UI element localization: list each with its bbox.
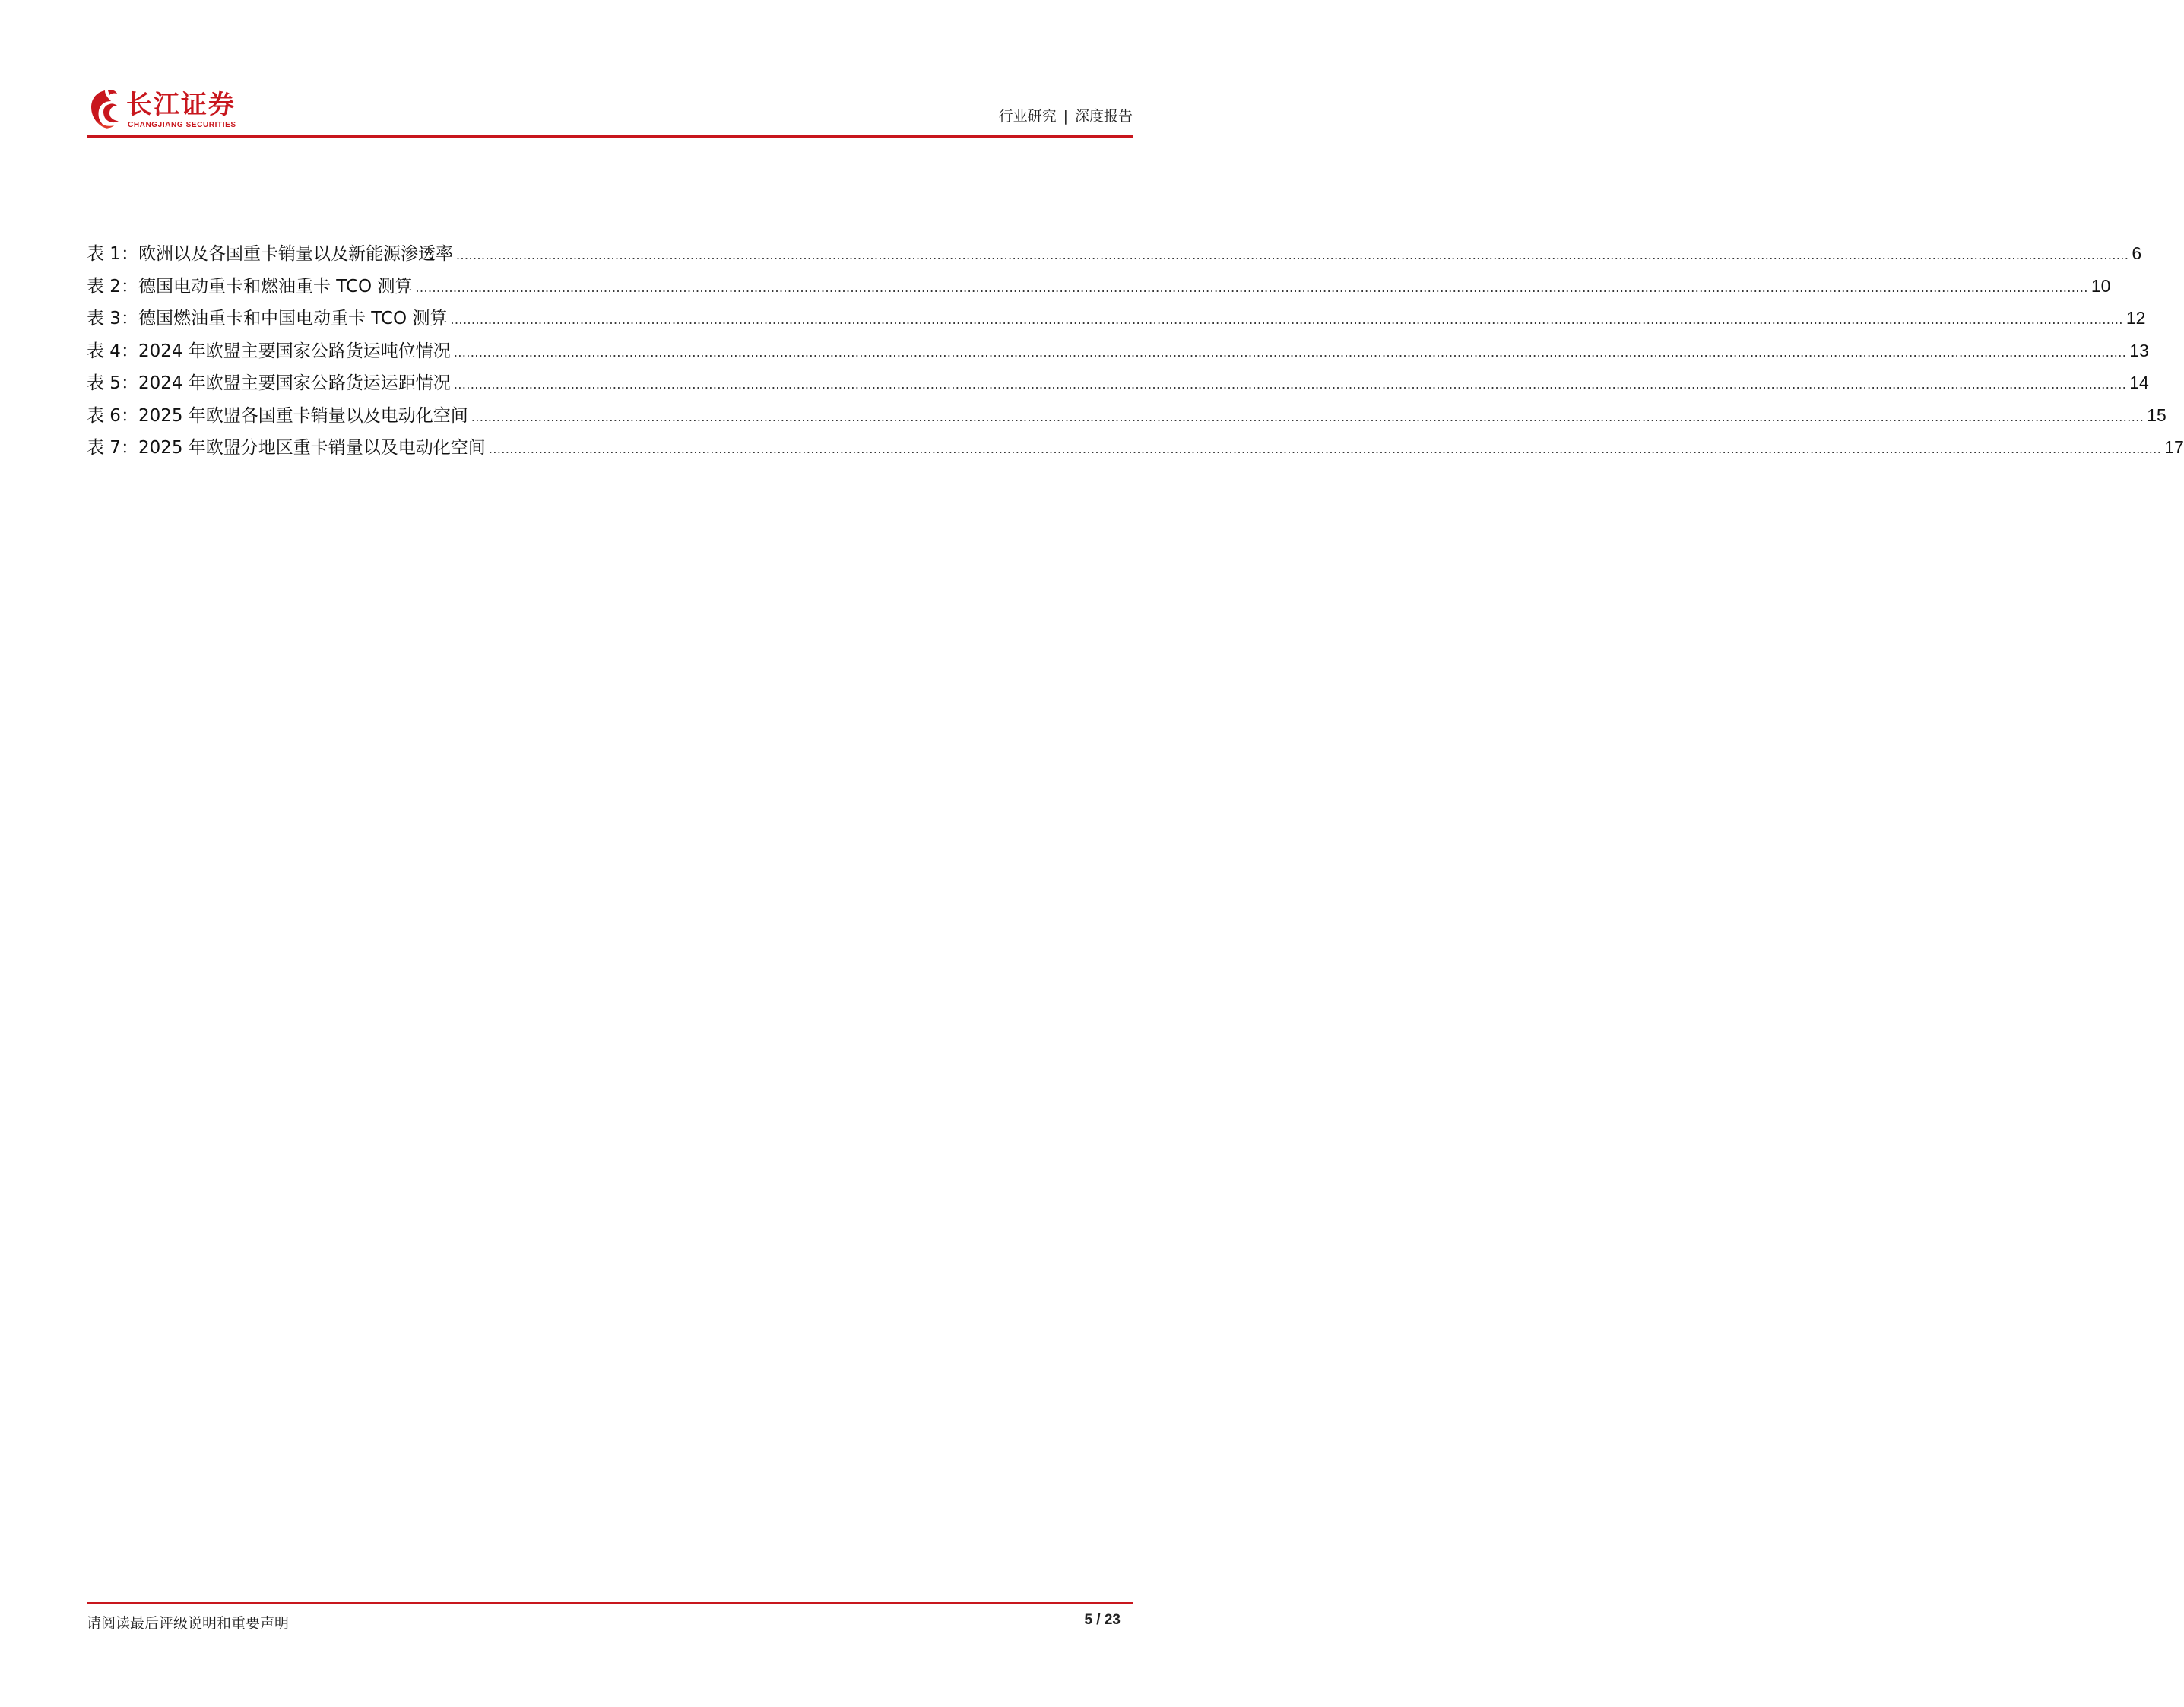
toc-item-title: 2025 年欧盟各国重卡销量以及电动化空间 [138,405,468,426]
toc-item-label: 表 3： [87,309,138,328]
toc-item-label: 表 2： [87,276,138,297]
toc-item-title: 2024 年欧盟主要国家公路货运吨位情况 [138,341,451,361]
toc-item-label: 表 4： [87,341,138,361]
header-divider [87,135,1133,138]
toc-item-title: 欧洲以及各国重卡销量以及新能源渗透率 [138,244,453,264]
toc-item-page: 10 [2090,275,2111,296]
page-number: 5 / 23 [1084,1612,1121,1628]
toc-item-page: 15 [2147,405,2167,425]
report-type-label: 深度报告 [1074,108,1133,125]
toc-item[interactable] [87,306,2146,339]
brand-logo [87,87,262,136]
toc-item-title: 2025 年欧盟分地区重卡销量以及电动化空间 [138,438,486,458]
toc-item-page: 12 [2125,308,2146,328]
toc-item[interactable] [87,242,2142,274]
toc-item[interactable] [87,436,2184,468]
toc-item-label: 表 5： [87,373,138,393]
toc-item[interactable] [87,371,2149,404]
phoenix-logo-icon [87,87,123,132]
toc-leader-dots: ................................................................................................................................................................................................................................................................................................................................................................................................................ [453,344,2127,360]
toc-item-page: 13 [2129,340,2149,360]
toc-leader-dots: ................................................................................................................................................................................................................................................................................................................................................................................................................ [471,408,2144,424]
logo-chinese-text: 长江证券 [126,90,236,120]
footer-disclaimer: 请阅读最后评级说明和重要声明 [87,1615,290,1632]
category-label: 行业研究 [998,108,1057,125]
toc-item-page: 17 [2164,437,2184,457]
toc-leader-dots: ................................................................................................................................................................................................................................................................................................................................................................................................................ [455,247,2129,262]
toc-item-label: 表 6： [87,405,138,426]
toc-leader-dots: ................................................................................................................................................................................................................................................................................................................................................................................................................ [488,441,2162,456]
toc-item-page: 14 [2129,373,2149,392]
toc-item-label: 表 7： [87,438,138,458]
page-header [87,80,1133,138]
toc-item-page: 6 [2132,243,2142,263]
toc-leader-dots: ................................................................................................................................................................................................................................................................................................................................................................................................................ [453,376,2127,392]
toc-leader-dots: ................................................................................................................................................................................................................................................................................................................................................................................................................ [415,279,2088,295]
footer-divider [87,1602,1133,1604]
toc-item-title: 德国燃油重卡和中国电动重卡 TCO 测算 [138,309,448,328]
toc-item-title: 2024 年欧盟主要国家公路货运运距情况 [138,373,451,393]
toc-item[interactable] [87,274,2111,307]
category-separator: | [1063,108,1068,125]
toc-item[interactable] [87,404,2167,436]
toc-leader-dots: ................................................................................................................................................................................................................................................................................................................................................................................................................ [450,312,2123,327]
report-category [999,107,1133,125]
table-of-tables [87,242,2184,468]
toc-item[interactable] [87,339,2149,372]
toc-item-title: 德国电动重卡和燃油重卡 TCO 测算 [138,276,413,297]
toc-item-label: 表 1： [87,244,138,264]
logo-english-text: CHANGJIANG SECURITIES [128,121,236,129]
